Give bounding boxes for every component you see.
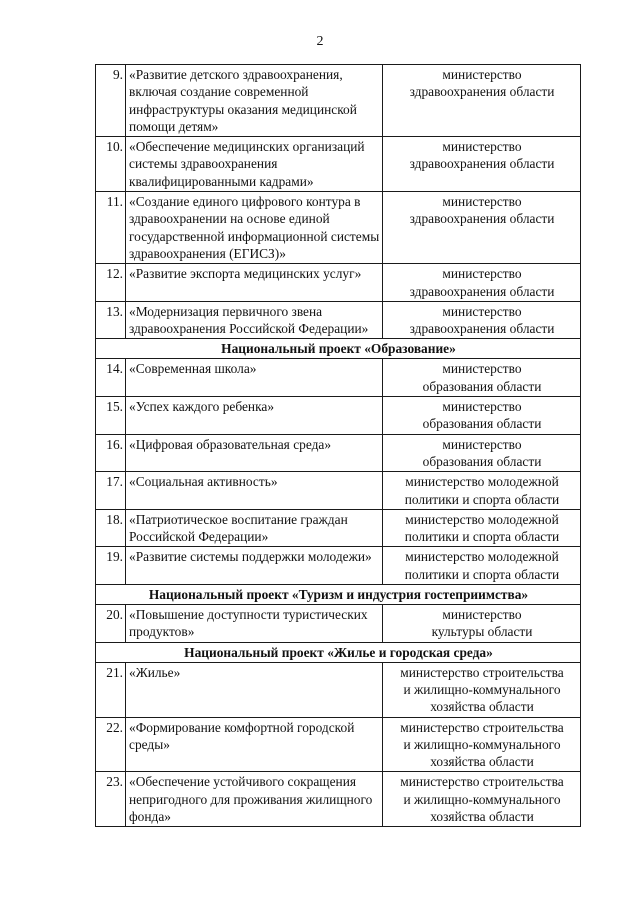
section-title: Национальный проект «Туризм и индустрия гостеприимства» [96, 585, 581, 605]
projects-table [95, 64, 581, 827]
responsible-body: министерство культуры области [383, 605, 581, 643]
project-name: «Цифровая образовательная среда» [126, 434, 383, 472]
responsible-body: министерство образования области [383, 397, 581, 435]
table-row [96, 605, 581, 643]
project-name: «Повышение доступности туристических продуктов» [126, 605, 383, 643]
row-number: 11. [96, 192, 126, 264]
responsible-body: министерство образования области [383, 434, 581, 472]
responsible-body: министерство молодежной политики и спорта области [383, 547, 581, 585]
table-row [96, 192, 581, 264]
table-row [96, 509, 581, 547]
table-row [96, 301, 581, 339]
table-row [96, 472, 581, 510]
row-number: 20. [96, 605, 126, 643]
row-number: 10. [96, 137, 126, 192]
project-name: «Социальная активность» [126, 472, 383, 510]
row-number: 15. [96, 397, 126, 435]
project-name: «Развитие экспорта медицинских услуг» [126, 264, 383, 302]
project-name: «Обеспечение медицинских организаций системы здравоохранения квалифицированными кадрами» [126, 137, 383, 192]
table-row [96, 772, 581, 827]
responsible-body: министерство здравоохранения области [383, 65, 581, 137]
section-header-row [96, 585, 581, 605]
row-number: 13. [96, 301, 126, 339]
project-name: «Развитие детского здравоохранения, включая создание современной инфраструктуры оказания медицинской помощи детям» [126, 65, 383, 137]
responsible-body: министерство здравоохранения области [383, 137, 581, 192]
row-number: 14. [96, 359, 126, 397]
responsible-body: министерство строительства и жилищно-коммунального хозяйства области [383, 717, 581, 772]
project-name: «Формирование комфортной городской среды» [126, 717, 383, 772]
project-name: «Патриотическое воспитание граждан Российской Федерации» [126, 509, 383, 547]
table-row [96, 65, 581, 137]
projects-table-body [96, 65, 581, 827]
project-name: «Модернизация первичного звена здравоохранения Российской Федерации» [126, 301, 383, 339]
table-row [96, 397, 581, 435]
responsible-body: министерство здравоохранения области [383, 192, 581, 264]
project-name: «Обеспечение устойчивого сокращения непригодного для проживания жилищного фонда» [126, 772, 383, 827]
responsible-body: министерство строительства и жилищно-коммунального хозяйства области [383, 662, 581, 717]
page-number: 2 [316, 34, 324, 49]
section-title: Национальный проект «Образование» [96, 339, 581, 359]
responsible-body: министерство образования области [383, 359, 581, 397]
row-number: 22. [96, 717, 126, 772]
table-row [96, 264, 581, 302]
section-title: Национальный проект «Жилье и городская среда» [96, 642, 581, 662]
project-name: «Успех каждого ребенка» [126, 397, 383, 435]
table-row [96, 547, 581, 585]
section-header-row [96, 642, 581, 662]
row-number: 16. [96, 434, 126, 472]
row-number: 19. [96, 547, 126, 585]
responsible-body: министерство молодежной политики и спорта области [383, 472, 581, 510]
responsible-body: министерство здравоохранения области [383, 301, 581, 339]
project-name: «Создание единого цифрового контура в здравоохранении на основе единой государственной информационной системы здравоохранения (ЕГИСЗ)» [126, 192, 383, 264]
responsible-body: министерство здравоохранения области [383, 264, 581, 302]
row-number: 18. [96, 509, 126, 547]
section-header-row [96, 339, 581, 359]
responsible-body: министерство молодежной политики и спорта области [383, 509, 581, 547]
table-row [96, 359, 581, 397]
project-name: «Жилье» [126, 662, 383, 717]
responsible-body: министерство строительства и жилищно-коммунального хозяйства области [383, 772, 581, 827]
project-name: «Современная школа» [126, 359, 383, 397]
project-name: «Развитие системы поддержки молодежи» [126, 547, 383, 585]
row-number: 23. [96, 772, 126, 827]
row-number: 9. [96, 65, 126, 137]
table-row [96, 717, 581, 772]
table-row [96, 137, 581, 192]
row-number: 17. [96, 472, 126, 510]
row-number: 12. [96, 264, 126, 302]
row-number: 21. [96, 662, 126, 717]
table-row [96, 434, 581, 472]
table-row [96, 662, 581, 717]
